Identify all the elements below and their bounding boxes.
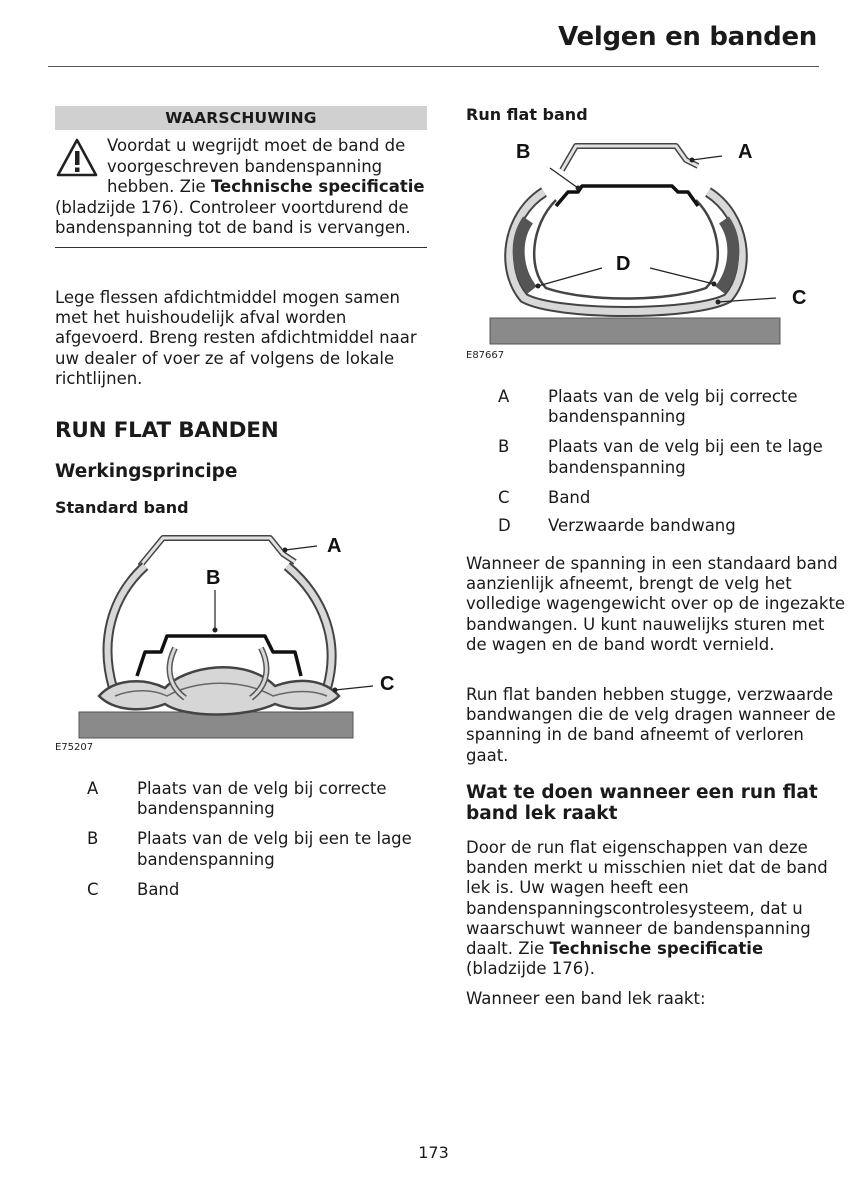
warning-heading: WAARSCHUWING	[55, 106, 427, 130]
figure-label-a: A	[738, 141, 753, 163]
tpms-paragraph: Door de run flat eigenschappen van deze banden merkt u misschien niet dat de band lek is. Uw wagen heeft een bandenspanningscontrolesysteem, dat u waarschuwt wanneer de bandenspanning daalt. Zie Technische specificatie (bladzijde 176).	[466, 838, 828, 979]
figure-label-a: A	[327, 535, 342, 557]
flat-tyre-heading: Wat te doen wanneer een run flat band lek raakt	[466, 782, 818, 824]
figure-label-d: D	[616, 253, 631, 275]
standard-tyre-figure	[55, 528, 427, 760]
figure-label-b: B	[206, 567, 221, 589]
figure-label-c: C	[792, 287, 807, 309]
warning-link-technische-specificatie[interactable]: Technische specificatie	[210, 177, 425, 196]
subsection-title: Werkingsprincipe	[55, 461, 238, 482]
warning-text-after: (bladzijde 176). Controleer voortdurend de bandenspanning tot de band is vervangen.	[55, 197, 411, 237]
warning-body	[55, 136, 427, 239]
runflat-paragraph: Run flat banden hebben stugge, verzwaarde bandwangen die de velg dragen wanneer de spanning in de band afneemt of verloren gaat.	[466, 685, 836, 765]
header-divider	[48, 66, 819, 67]
legend-item-a: A Plaats van de velg bij correcte bandenspanning	[498, 387, 798, 427]
page-number: 173	[418, 1143, 449, 1162]
runflat-figure-title: Run flat band	[466, 105, 588, 124]
when-flat-paragraph: Wanneer een band lek raakt:	[466, 989, 706, 1008]
figure-label-b: B	[516, 141, 531, 163]
section-title: RUN FLAT BANDEN	[55, 418, 279, 443]
figure-label-c: C	[380, 673, 395, 695]
legend-item-a: A Plaats van de velg bij correcte bandenspanning	[87, 779, 387, 819]
page-title: Velgen en banden	[558, 22, 817, 52]
ground-plate	[79, 712, 353, 738]
legend-item-c: C Band	[87, 879, 180, 899]
warning-triangle-icon	[55, 136, 99, 180]
legend-item-d: D Verzwaarde bandwang	[498, 516, 736, 536]
legend-item-b: B Plaats van de velg bij een te lage bandenspanning	[87, 829, 412, 869]
standard-figure-code: E75207	[55, 742, 94, 753]
tpms-link-technische-specificatie[interactable]: Technische specificatie	[549, 939, 764, 959]
runflat-tyre-figure	[466, 130, 846, 352]
ground-plate	[490, 318, 780, 344]
runflat-legend	[466, 387, 846, 536]
standard-tyre-paragraph: Wanneer de spanning in een standaard band aanzienlijk afneemt, brengt de velg het volledige wagengewicht over op de ingezakte bandwangen. U kunt nauwelijks sturen met de wagen en de band wordt vernield.	[466, 554, 846, 654]
warning-divider	[55, 247, 427, 248]
disposal-paragraph: Lege flessen afdichtmiddel mogen samen met het huishoudelijk afval worden afgevoerd. Breng resten afdichtmiddel naar uw dealer of voer ze af volgens de lokale richtlijnen.	[55, 288, 417, 388]
warning-text-before: Voordat u wegrijdt moet de band de voorgeschreven bandenspanning hebben. Zie	[107, 136, 406, 196]
legend-item-b: B Plaats van de velg bij een te lage bandenspanning	[498, 437, 823, 477]
legend-item-c: C Band	[498, 487, 591, 507]
warning-box	[55, 106, 427, 248]
runflat-figure-code: E87667	[466, 350, 505, 361]
standard-figure-title: Standard band	[55, 498, 189, 517]
standard-legend	[55, 779, 427, 900]
